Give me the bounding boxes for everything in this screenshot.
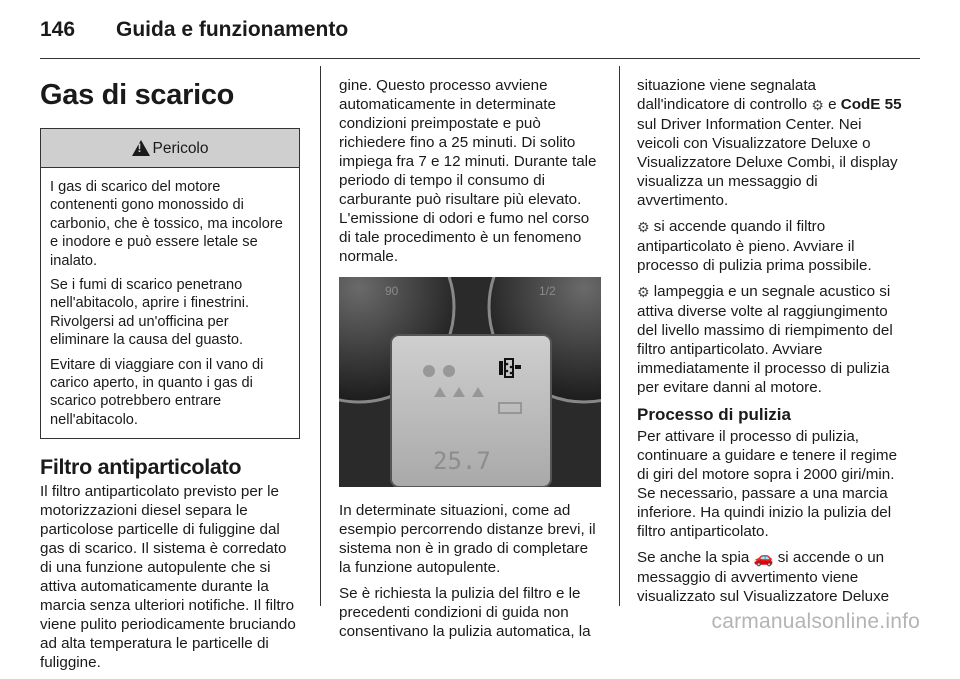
- filter-heading: Filtro antiparticolato: [40, 455, 242, 480]
- filter-warning-icon: ⚙: [637, 219, 650, 235]
- warning-paragraph: Evitare di viaggiare con il vano di carico aperto, in quanto i gas di scarico potrebbero entrare nell'abitacolo.: [50, 356, 264, 428]
- cleaning-text: Per attivare il processo di pulizia, continuare a guidare e tenere il regime di giri del motore sopra i 2000 giri/min. Se necessario, passare a una marcia inferiore. Ha quindi inizio la pulizia del filtro antiparticolato.: [637, 428, 898, 540]
- instrument-cluster-illustration: [339, 277, 601, 487]
- column-1: [40, 68, 302, 679]
- dashboard-photo: [339, 277, 601, 487]
- cleaning-heading: Processo di pulizia: [637, 405, 791, 424]
- column-2: [339, 76, 601, 648]
- filter-full-paragraph: [637, 217, 902, 275]
- indicator-paragraph: [637, 76, 902, 210]
- filter-flash-paragraph: [637, 282, 902, 397]
- error-code: CodE 55: [840, 96, 902, 113]
- warning-paragraph: I gas di scarico del motore contenenti gono monossido di carbonio, che è tossico, ma incolore e inodore e può essere letale se inalato.: [50, 179, 283, 269]
- page-number: 146: [40, 18, 76, 41]
- filter-situations-text: In determinate situazioni, come ad esempio percorrendo distanze brevi, il sistema non è in grado di completare la funzione autopulente.: [339, 502, 596, 576]
- column-divider-1: [320, 66, 321, 606]
- filter-intro-text: Il filtro antiparticolato previsto per le motorizzazioni diesel separa le particolose particelle di fuliggine dal gas di scarico. Il sistema è corredato di una funzione autopulente che si attiva automaticamente durante la marcia senza ulteriori notifiche. Il filtro viene pulito periodicamente bruciando ad alta temperatura le particelle di fuliggine.: [40, 483, 296, 672]
- warning-body: [41, 168, 299, 438]
- filter-warning-icon: ⚙: [637, 284, 650, 300]
- gauge-left-label: 90: [385, 284, 399, 298]
- filter-full-text: si accende quando il filtro antiparticolato è pieno. Avviare il processo di pulizia prima possibile.: [637, 218, 872, 274]
- cleaning-engine-paragraph: [637, 548, 902, 606]
- filter-continued-text: gine. Questo processo avviene automaticamente in determinate condizioni preimpostate e può richiedere fino a 25 minuti. Di solito impiega fra 7 e 12 minuti. Durante tale periodo di tempo il consumo di carburante può risultare più elevato. L'emissione di odori e fumo nel corso di tale procedimento è un fenomeno normale.: [339, 77, 597, 265]
- display-value: 25.7: [433, 447, 491, 475]
- indicator-text-b: e: [828, 96, 837, 113]
- cleaning-text-b: si accende o un messaggio di avvertimento viene visualizzato sul Visualizzatore Deluxe: [637, 549, 890, 605]
- warning-label: Pericolo: [152, 139, 209, 157]
- header-rule: [40, 58, 920, 59]
- warning-paragraph: Se i fumi di scarico penetrano nell'abitacolo, aprire i finestrini. Rivolgersi ad un'officina per eliminare la causa del guasto.: [50, 277, 250, 349]
- warning-box: [40, 128, 300, 439]
- gauge-right-label: 1/2: [539, 284, 556, 298]
- filter-request-text: Se è richiesta la pulizia del filtro e le precedenti condizioni di guida non consentivano la pulizia automatica, la: [339, 585, 591, 640]
- filter-flash-text: lampeggia e un segnale acustico si attiva diverse volte al raggiungimento del livello massimo di riempimento del filtro antiparticolato. Avviare immediatamente il processo di pulizia per evitare danni al motore.: [637, 283, 893, 396]
- watermark: carmanualsonline.info: [711, 610, 920, 633]
- indicator-text-a: situazione viene segnalata dall'indicatore di controllo: [637, 77, 817, 113]
- car-service-icon: 🚗: [753, 550, 774, 567]
- page-title: Gas di scarico: [40, 79, 235, 111]
- filter-warning-icon: ⚙: [811, 97, 824, 113]
- cleaning-text-a: Se anche la spia: [637, 549, 750, 566]
- section-title: Guida e funzionamento: [116, 18, 349, 41]
- warning-header: [41, 129, 299, 168]
- indicator-text-c: sul Driver Information Center. Nei veicoli con Visualizzatore Deluxe o Visualizzatore Deluxe Combi, il display visualizza un messaggio di avvertimento.: [637, 116, 898, 209]
- warning-triangle-icon: [132, 140, 150, 156]
- column-divider-2: [619, 66, 620, 606]
- column-3: [637, 76, 902, 613]
